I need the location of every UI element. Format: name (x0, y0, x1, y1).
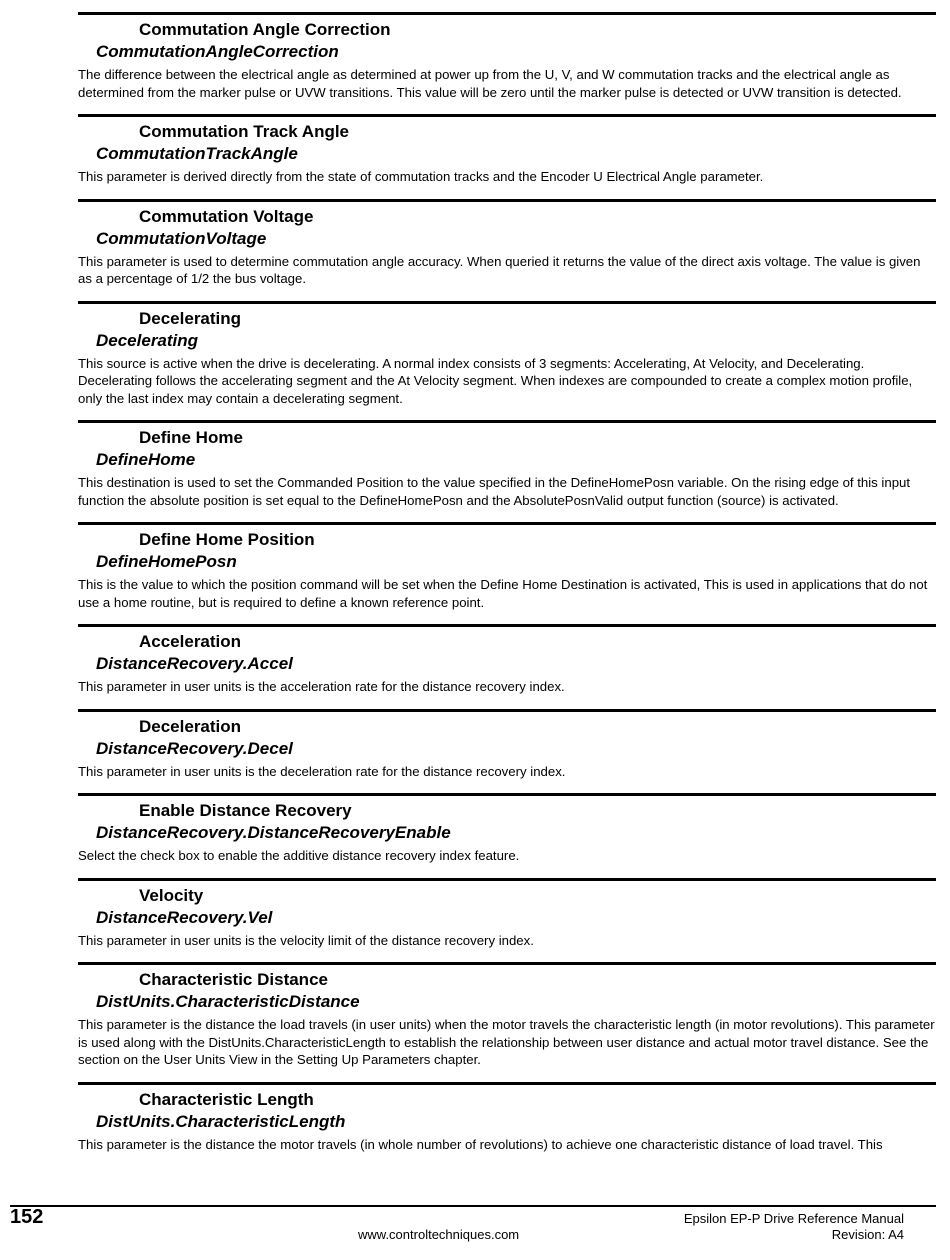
parameter-name: DistanceRecovery.DistanceRecoveryEnable (96, 823, 451, 842)
parameter-name: Decelerating (96, 330, 199, 350)
parameter-title: Acceleration (139, 632, 242, 651)
parameter-description: This parameter is the distance the load travels (in user units) when the motor travels the characteristic length (in motor revolutions). This parameter is used along with the DistUnits.CharacteristicLength to establish the relationship between user distance and actual motor travel distance. See the section on the User Units View in the Setting Up Parameters chapter. (78, 1017, 935, 1067)
parameter-entry (78, 1082, 936, 1167)
parameter-name: DistanceRecovery.Decel (96, 738, 293, 758)
parameter-title: Enable Distance Recovery (139, 801, 352, 820)
manual-title: Epsilon EP-P Drive Reference Manual (683, 1211, 904, 1226)
parameter-description: This source is active when the drive is decelerating. A normal index consists of 3 segments: Accelerating, At Velocity, and Decelerating. Decelerating follows the accelerating segment and the At Velocity segment. When indexes are compounded to create a complex motion profile, only the last index may contain a decelerating segment. (78, 355, 913, 406)
parameter-entry (78, 199, 936, 301)
parameter-description: The difference between the electrical angle as determined at power up from the U, V, and W commutation tracks and the electrical angle as determined from the marker pulse or UVW transitions. This value will be zero until the marker pulse is detected or UVW transition is detected. (78, 67, 902, 100)
parameter-entry (78, 114, 936, 199)
page-number: 152 (10, 1206, 44, 1228)
parameter-name: CommutationAngleCorrection (96, 42, 339, 61)
parameter-name: CommutationTrackAngle (96, 144, 298, 163)
parameter-description: This parameter is used to determine commutation angle accuracy. When queried it returns the value of the direct axis voltage. The value is given as a percentage of 1/2 the bus voltage. (78, 253, 921, 286)
parameter-entry (78, 624, 936, 709)
parameter-entry (78, 962, 936, 1082)
parameter-name: DistanceRecovery.Vel (96, 907, 273, 927)
parameter-title: Commutation Track Angle (139, 122, 350, 141)
parameter-description: This parameter in user units is the deceleration rate for the distance recovery index. (78, 763, 566, 779)
parameter-title: Decelerating (139, 308, 242, 328)
footer-divider (10, 1205, 936, 1207)
manual-revision: Revision: A4 (831, 1227, 904, 1242)
parameter-description: This parameter is the distance the motor travels (in whole number of revolutions) to achieve one characteristic distance of load travel. This (78, 1136, 883, 1152)
parameter-name: DistUnits.CharacteristicLength (96, 1111, 346, 1131)
parameter-title: Define Home Position (139, 530, 315, 549)
footer-website-link[interactable]: www.controltechniques.com (358, 1227, 520, 1242)
parameter-description: This parameter in user units is the velocity limit of the distance recovery index. (78, 932, 534, 948)
parameter-title: Commutation Voltage (139, 206, 314, 226)
parameter-description: This is the value to which the position command will be set when the Define Home Destination is activated, This is used in applications that do not use a home routine, but is required to define a known reference point. (78, 577, 928, 610)
parameter-list (78, 12, 936, 1166)
parameter-name: CommutationVoltage (96, 228, 267, 248)
parameter-entry (78, 522, 936, 624)
parameter-entry (78, 793, 936, 878)
footer-manual-info (684, 1211, 904, 1243)
parameter-description: This destination is used to set the Commanded Position to the value specified in the DefineHomePosn variable. On the rising edge of this input function the absolute position is set equal to the DefineHomePosn and the AbsolutePosnValid output function (source) is activated. (78, 475, 911, 508)
parameter-title: Velocity (139, 885, 204, 905)
parameter-name: DistUnits.CharacteristicDistance (96, 992, 360, 1011)
parameter-title: Characteristic Distance (139, 970, 328, 989)
parameter-title: Deceleration (139, 716, 242, 736)
parameter-title: Characteristic Length (139, 1089, 314, 1109)
parameter-entry (78, 709, 936, 794)
parameter-description: This parameter in user units is the acceleration rate for the distance recovery index. (78, 679, 565, 694)
parameter-description: Select the check box to enable the additive distance recovery index feature. (78, 848, 520, 863)
parameter-title: Commutation Angle Correction (139, 20, 391, 39)
parameter-description: This parameter is derived directly from the state of commutation tracks and the Encoder U Electrical Angle parameter. (78, 169, 764, 184)
parameter-title: Define Home (139, 428, 243, 447)
parameter-entry (78, 301, 936, 421)
parameter-entry (78, 878, 936, 963)
parameter-name: DefineHomePosn (96, 552, 237, 571)
parameter-entry (78, 12, 936, 114)
parameter-entry (78, 420, 936, 522)
parameter-name: DistanceRecovery.Accel (96, 654, 293, 673)
parameter-name: DefineHome (96, 450, 196, 469)
